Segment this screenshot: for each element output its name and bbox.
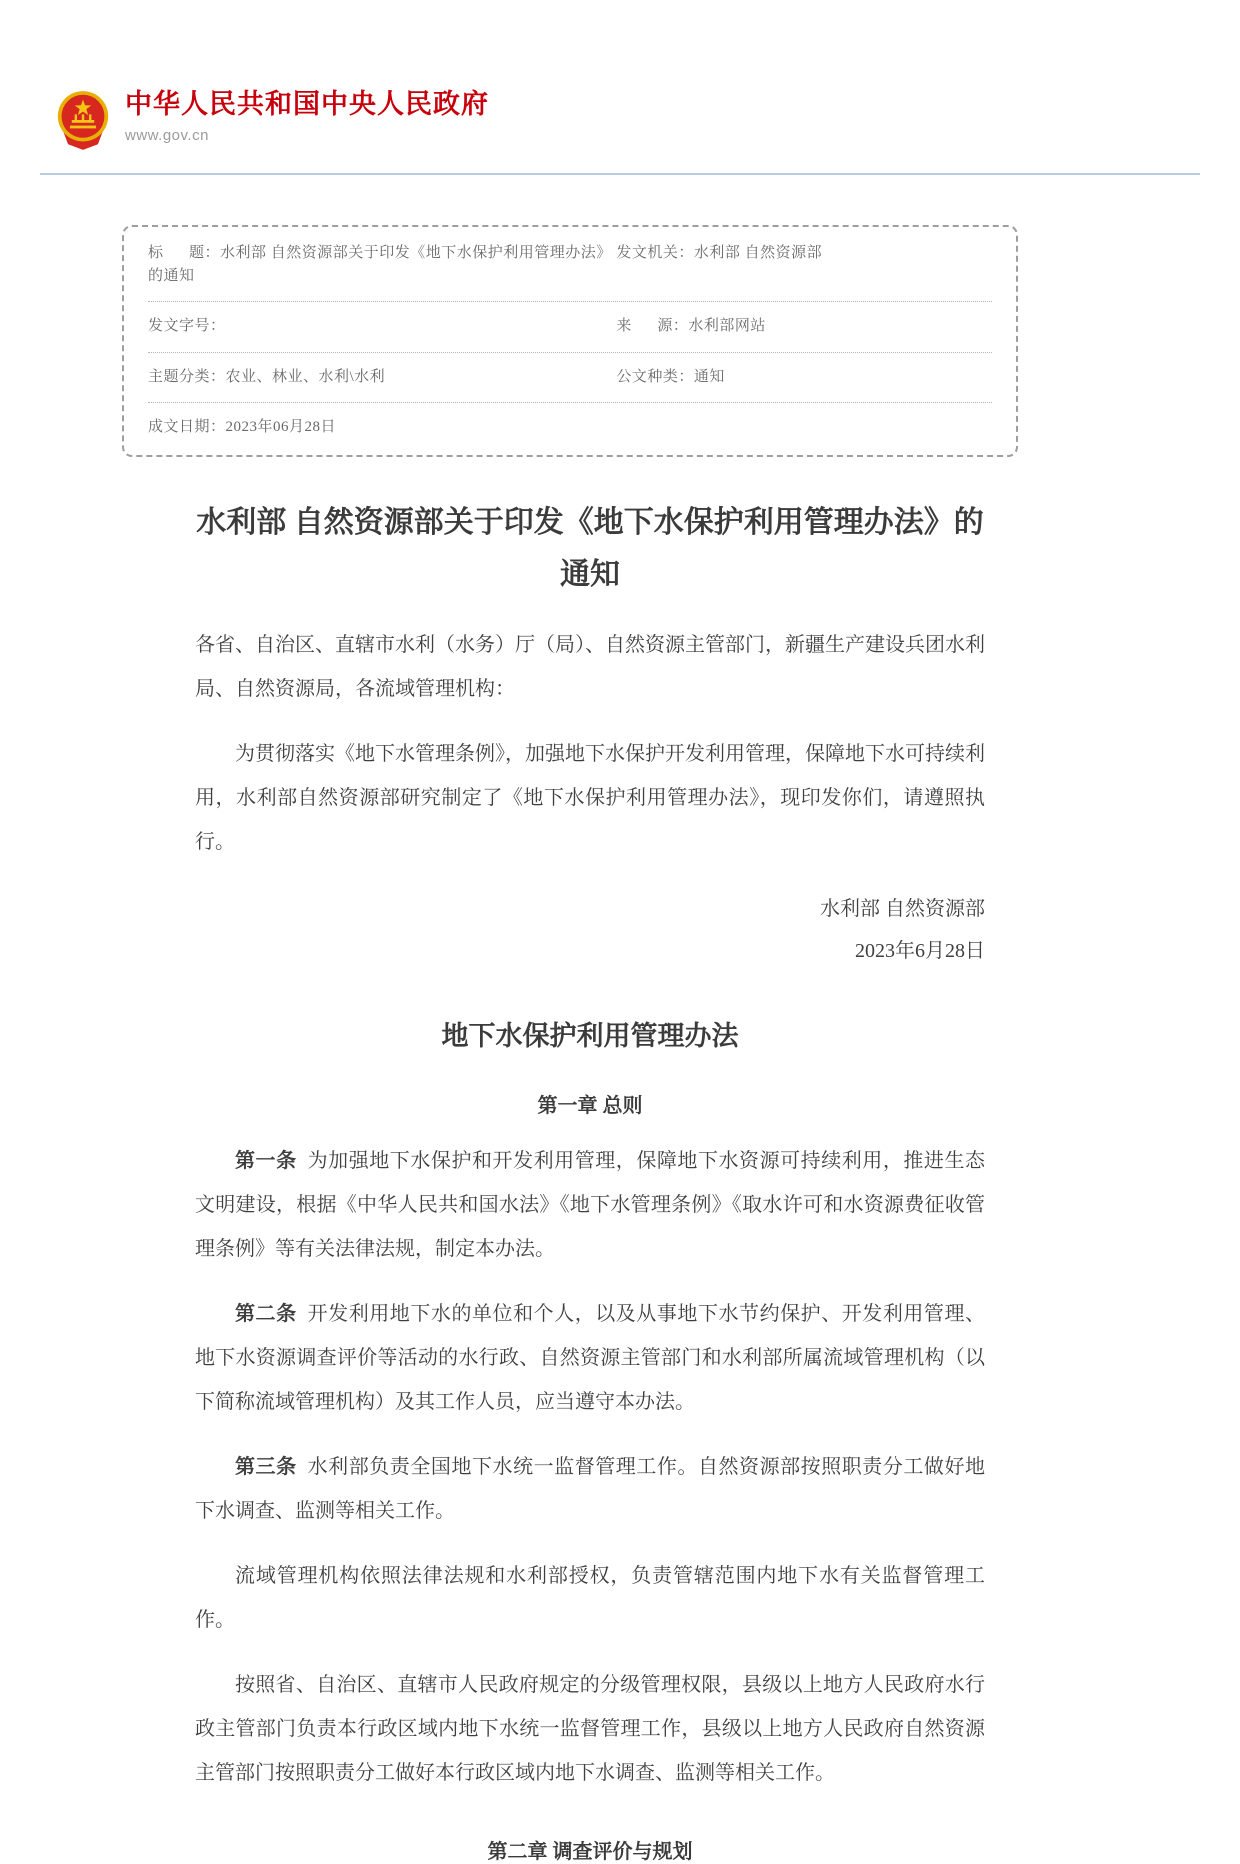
document-meta-box bbox=[122, 225, 1018, 457]
document-title: 水利部 自然资源部关于印发《地下水保护利用管理办法》的通知 bbox=[196, 505, 984, 591]
meta-row-doc-number bbox=[148, 302, 992, 353]
article-paragraph bbox=[195, 1139, 985, 1271]
article-text: 开发利用地下水的单位和个人，以及从事地下水节约保护、开发利用管理、地下水资源调查评价等活动的水行政、自然资源主管部门和水利部所属流域管理机构（以下简称流域管理机构）及其工作人员，应当遵守本办法。 bbox=[195, 1302, 986, 1413]
meta-cell-empty bbox=[616, 416, 992, 439]
meta-cell-doc-number bbox=[148, 315, 616, 338]
site-url[interactable]: www.gov.cn bbox=[125, 127, 209, 145]
meta-row-category bbox=[148, 353, 992, 404]
meta-label-issuing-org: 发文机关： bbox=[616, 245, 694, 261]
meta-cell-title bbox=[148, 242, 616, 287]
meta-cell-issuing-org bbox=[616, 242, 992, 287]
meta-value-title: 水利部 自然资源部关于印发《地下水保护利用管理办法》的通知 bbox=[148, 245, 612, 284]
meta-row-title bbox=[148, 229, 992, 302]
document-body bbox=[195, 497, 985, 1864]
salutation-paragraph: 各省、自治区、直辖市水利（水务）厅（局）、自然资源主管部门，新疆生产建设兵团水利局、自然资源局，各流域管理机构： bbox=[195, 633, 985, 700]
site-title[interactable]: 中华人民共和国中央人民政府 bbox=[125, 89, 489, 119]
national-emblem-icon[interactable] bbox=[55, 88, 111, 152]
meta-cell-source bbox=[616, 315, 992, 338]
meta-label-title: 标 题： bbox=[148, 245, 221, 261]
signature-date: 2023年6月28日 bbox=[855, 939, 985, 962]
meta-label-category: 主题分类： bbox=[148, 368, 226, 385]
article-text: 为加强地下水保护和开发利用管理，保障地下水资源可持续利用，推进生态文明建设，根据《中华人民共和国水法》《地下水管理条例》《取水许可和水资源费征收管理条例》等有关法律法规，制定本办法。 bbox=[195, 1149, 986, 1260]
article-label: 第一条 bbox=[235, 1149, 297, 1172]
meta-cell-date bbox=[148, 416, 616, 439]
article-paragraph bbox=[195, 1663, 985, 1795]
signature-org: 水利部 自然资源部 bbox=[820, 897, 985, 920]
article-label: 第二条 bbox=[235, 1302, 297, 1325]
meta-value-issuing-org: 水利部 自然资源部 bbox=[693, 245, 823, 261]
meta-value-date: 2023年06月28日 bbox=[225, 419, 337, 435]
article-label: 第三条 bbox=[235, 1455, 297, 1478]
meta-label-doc-type: 公文种类： bbox=[616, 368, 694, 385]
meta-cell-category bbox=[148, 366, 616, 389]
meta-label-source: 来 源： bbox=[616, 318, 689, 334]
chapter-1-heading: 第一章 总则 bbox=[537, 1094, 643, 1117]
meta-row-date bbox=[148, 403, 992, 453]
intro-paragraph: 为贯彻落实《地下水管理条例》，加强地下水保护开发利用管理，保障地下水可持续利用，水利部自然资源部研究制定了《地下水保护利用管理办法》，现印发你们，请遵照执行。 bbox=[195, 742, 985, 853]
article-paragraph bbox=[195, 1554, 985, 1642]
article-text: 按照省、自治区、直辖市人民政府规定的分级管理权限，县级以上地方人民政府水行政主管部门负责本行政区域内地下水统一监督管理工作，县级以上地方人民政府自然资源主管部门按照职责分工做好本行政区域内地下水调查、监测等相关工作。 bbox=[195, 1673, 985, 1784]
article-text: 水利部负责全国地下水统一监督管理工作。自然资源部按照职责分工做好地下水调查、监测等相关工作。 bbox=[195, 1455, 986, 1522]
meta-value-category: 农业、林业、水利\水利 bbox=[225, 368, 386, 385]
signature-block bbox=[195, 888, 985, 972]
site-header bbox=[0, 0, 1240, 152]
article-paragraph bbox=[195, 1292, 985, 1424]
meta-cell-doc-type bbox=[616, 366, 992, 389]
meta-label-doc-number: 发文字号： bbox=[148, 318, 226, 334]
header-divider bbox=[40, 173, 1200, 175]
chapter-2-heading: 第二章 调查评价与规划 bbox=[487, 1840, 693, 1863]
article-paragraph bbox=[195, 1445, 985, 1533]
article-text: 流域管理机构依照法律法规和水利部授权，负责管辖范围内地下水有关监督管理工作。 bbox=[195, 1564, 985, 1631]
meta-value-doc-type: 通知 bbox=[693, 368, 725, 385]
regulation-title: 地下水保护利用管理办法 bbox=[441, 1020, 739, 1051]
meta-value-source: 水利部网站 bbox=[688, 318, 766, 334]
site-identity bbox=[125, 88, 489, 144]
meta-label-date: 成文日期： bbox=[148, 419, 226, 435]
